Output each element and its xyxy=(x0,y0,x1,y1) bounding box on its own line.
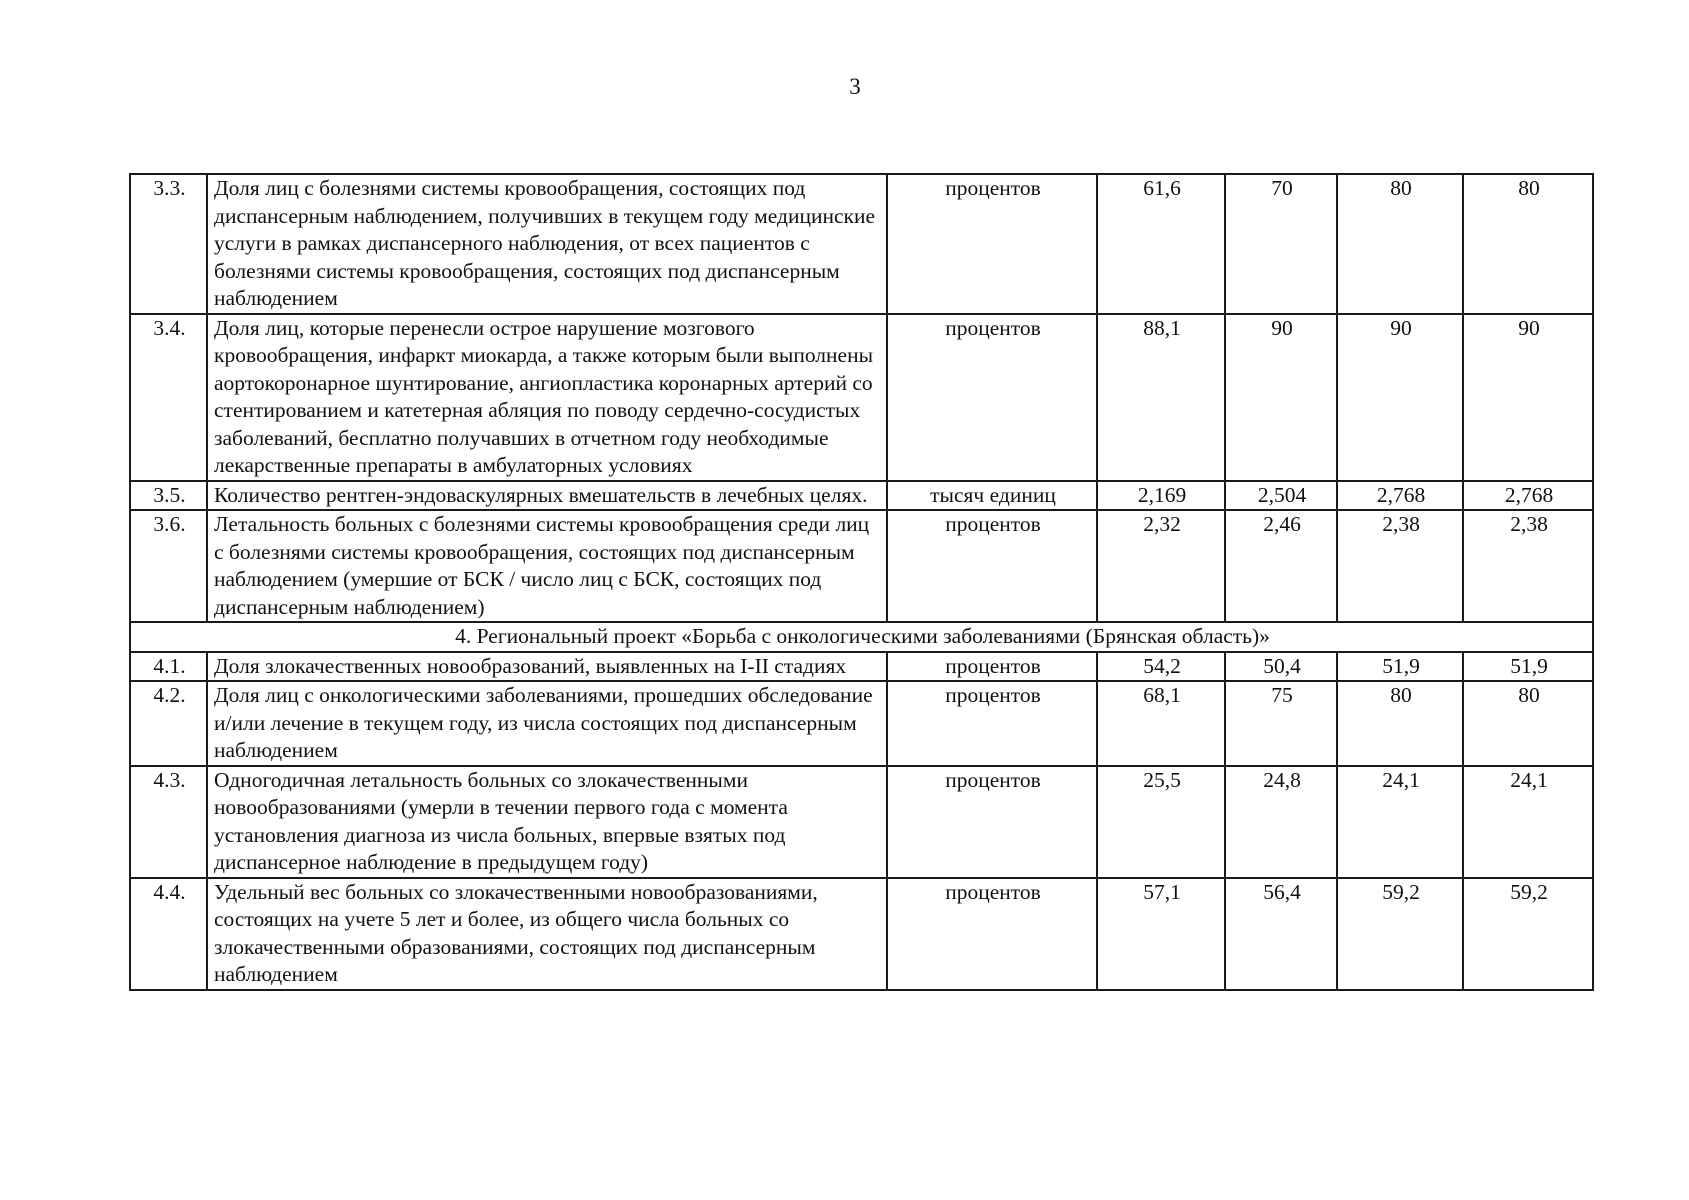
value-cell-3: 51,9 xyxy=(1337,652,1463,682)
unit-cell: процентов xyxy=(887,681,1097,766)
value-cell-3: 2,38 xyxy=(1337,510,1463,622)
value-cell-3: 24,1 xyxy=(1337,766,1463,878)
value-cell-4: 24,1 xyxy=(1463,766,1593,878)
value-cell-3: 80 xyxy=(1337,681,1463,766)
value-cell-1: 68,1 xyxy=(1097,681,1225,766)
value-cell-3: 90 xyxy=(1337,314,1463,481)
unit-cell: процентов xyxy=(887,510,1097,622)
unit-cell: процентов xyxy=(887,174,1097,314)
unit-cell: процентов xyxy=(887,652,1097,682)
page-number: 3 xyxy=(849,74,861,99)
table-row xyxy=(130,681,1593,766)
value-cell-1: 61,6 xyxy=(1097,174,1225,314)
table-row xyxy=(130,481,1593,511)
unit-cell: процентов xyxy=(887,314,1097,481)
value-cell-2: 90 xyxy=(1225,314,1337,481)
indicator-name: Количество рентген-эндоваскулярных вмешательств в лечебных целях. xyxy=(207,481,887,511)
table-row xyxy=(130,766,1593,878)
indicator-name: Доля лиц, которые перенесли острое нарушение мозгового кровообращения, инфаркт миокарда, а также которым были выполнены аортокоронарное шунтирование, ангиопластика коронарных артерий со стентированием и катетерная абляция по поводу сердечно-сосудистых заболеваний, бесплатно получавших в отчетном году необходимые лекарственные препараты в амбулаторных условиях xyxy=(207,314,887,481)
row-number: 4.1. xyxy=(130,652,207,682)
unit-cell: тысяч единиц xyxy=(887,481,1097,511)
value-cell-4: 80 xyxy=(1463,174,1593,314)
row-number: 3.5. xyxy=(130,481,207,511)
row-number: 3.6. xyxy=(130,510,207,622)
row-number: 4.4. xyxy=(130,878,207,990)
row-number: 3.3. xyxy=(130,174,207,314)
indicators-table xyxy=(129,173,1594,991)
table-row xyxy=(130,510,1593,622)
value-cell-3: 80 xyxy=(1337,174,1463,314)
indicator-name: Доля лиц с онкологическими заболеваниями, прошедших обследование и/или лечение в текущем году, из числа состоящих под диспансерным наблюдением xyxy=(207,681,887,766)
value-cell-1: 88,1 xyxy=(1097,314,1225,481)
table-row xyxy=(130,314,1593,481)
value-cell-2: 24,8 xyxy=(1225,766,1337,878)
value-cell-1: 57,1 xyxy=(1097,878,1225,990)
row-number: 4.3. xyxy=(130,766,207,878)
value-cell-2: 2,504 xyxy=(1225,481,1337,511)
row-number: 4.2. xyxy=(130,681,207,766)
indicator-name: Летальность больных с болезнями системы кровообращения среди лиц с болезнями системы кровообращения, состоящих под диспансерным наблюдением (умершие от БСК / число лиц с БСК, состоящих под диспансерным наблюдением) xyxy=(207,510,887,622)
value-cell-2: 50,4 xyxy=(1225,652,1337,682)
value-cell-3: 2,768 xyxy=(1337,481,1463,511)
indicator-name: Доля лиц с болезнями системы кровообращения, состоящих под диспансерным наблюдением, получивших в текущем году медицинские услуги в рамках диспансерного наблюдения, от всех пациентов с болезнями системы кровообращения, состоящих под диспансерным наблюдением xyxy=(207,174,887,314)
value-cell-2: 56,4 xyxy=(1225,878,1337,990)
value-cell-3: 59,2 xyxy=(1337,878,1463,990)
indicator-name: Доля злокачественных новообразований, выявленных на I-II стадиях xyxy=(207,652,887,682)
value-cell-2: 70 xyxy=(1225,174,1337,314)
value-cell-4: 90 xyxy=(1463,314,1593,481)
value-cell-4: 2,38 xyxy=(1463,510,1593,622)
indicator-name: Одногодичная летальность больных со злокачественными новообразованиями (умерли в течении первого года с момента установления диагноза из числа больных, впервые взятых под диспансерное наблюдение в предыдущем году) xyxy=(207,766,887,878)
row-number: 3.4. xyxy=(130,314,207,481)
table-row xyxy=(130,174,1593,314)
table-row xyxy=(130,878,1593,990)
unit-cell: процентов xyxy=(887,878,1097,990)
value-cell-1: 54,2 xyxy=(1097,652,1225,682)
value-cell-1: 2,169 xyxy=(1097,481,1225,511)
table-row xyxy=(130,652,1593,682)
value-cell-1: 25,5 xyxy=(1097,766,1225,878)
value-cell-4: 51,9 xyxy=(1463,652,1593,682)
indicator-name: Удельный вес больных со злокачественными новообразованиями, состоящих на учете 5 лет и более, из общего числа больных со злокачественными образованиями, состоящих под диспансерным наблюдением xyxy=(207,878,887,990)
value-cell-2: 75 xyxy=(1225,681,1337,766)
unit-cell: процентов xyxy=(887,766,1097,878)
value-cell-1: 2,32 xyxy=(1097,510,1225,622)
section-header-row xyxy=(130,622,1593,652)
value-cell-4: 2,768 xyxy=(1463,481,1593,511)
value-cell-4: 59,2 xyxy=(1463,878,1593,990)
section-title: 4. Региональный проект «Борьба с онкологическими заболеваниями (Брянская область)» xyxy=(130,622,1593,652)
value-cell-4: 80 xyxy=(1463,681,1593,766)
value-cell-2: 2,46 xyxy=(1225,510,1337,622)
